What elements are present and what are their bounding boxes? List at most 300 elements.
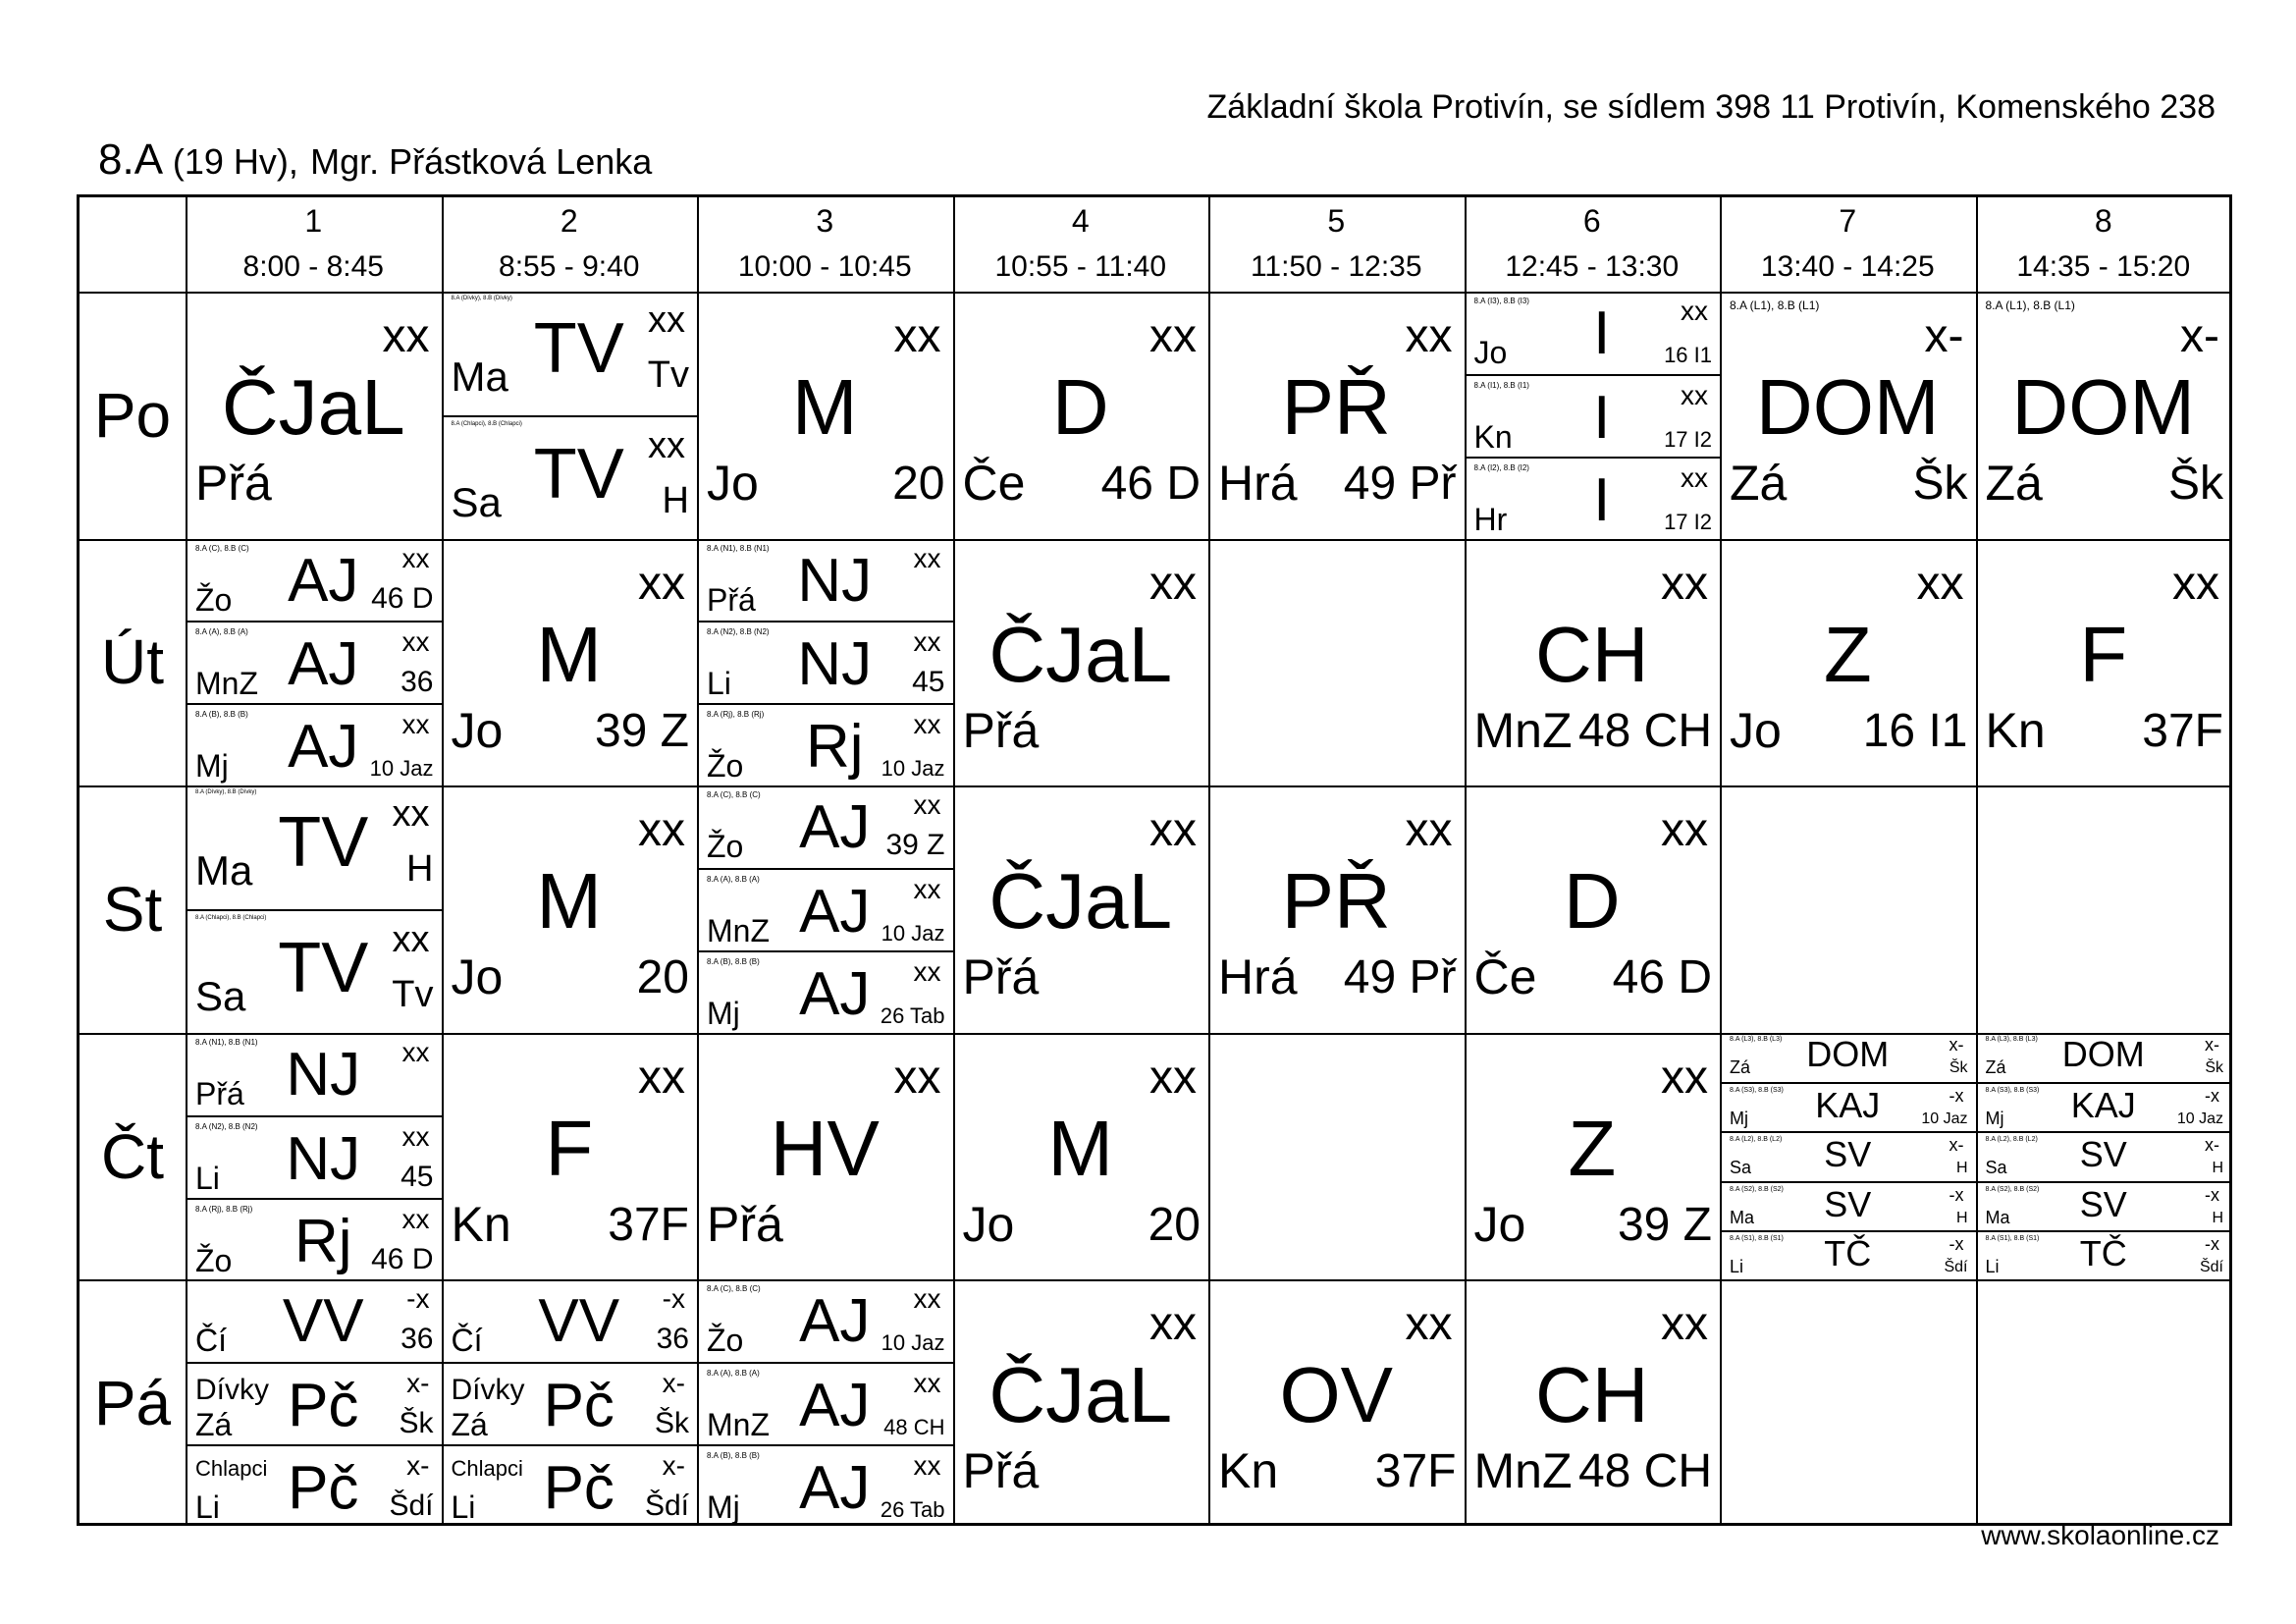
room-code: 45 — [912, 666, 945, 699]
teacher-code: Žo — [707, 748, 744, 785]
group-label: 8.A (L1), 8.B (L1) — [1730, 298, 1820, 312]
lesson-slot — [1976, 1033, 2232, 1082]
subject-name: D — [1051, 363, 1109, 451]
subject-name: DOM — [2011, 363, 2196, 451]
group-label: 8.A (A), 8.B (A) — [707, 875, 760, 885]
lesson-cell — [186, 1033, 442, 1280]
subject-name: NJ — [286, 1124, 361, 1193]
room-code: Šdí — [644, 1489, 689, 1523]
lesson-code: xx — [913, 709, 941, 740]
teacher-code: Přá — [707, 1196, 783, 1252]
subject-name: M — [1047, 1104, 1114, 1192]
subject-name: SV — [1824, 1134, 1872, 1175]
lesson-cell — [953, 1279, 1209, 1527]
teacher-code: Če — [962, 456, 1026, 511]
teacher-code: Mj — [1985, 1109, 2004, 1129]
subject-name: Z — [1823, 610, 1872, 698]
lesson-cell — [1720, 1033, 1976, 1280]
room-code: Šk — [399, 1407, 434, 1440]
lesson-cell — [953, 1033, 1209, 1280]
group-label: 8.A (S1), 8.B (S1) — [1730, 1235, 1784, 1243]
room-code: 46 D — [371, 581, 434, 615]
lesson-slot — [953, 1279, 1209, 1527]
teacher-code: Hr — [1473, 501, 1508, 537]
teacher-code: Čí — [451, 1323, 483, 1359]
period-number: 4 — [1071, 203, 1090, 239]
subject-name: Pč — [288, 1372, 359, 1440]
teacher-code: Ma — [195, 847, 253, 894]
room-code: 48 CH — [883, 1415, 945, 1440]
room-code: 16 I1 — [1862, 704, 1968, 757]
room-code: 45 — [400, 1160, 434, 1193]
teacher-code: Zá — [1730, 456, 1788, 511]
room-code: H — [2212, 1209, 2223, 1226]
lesson-slot — [1465, 539, 1721, 786]
lesson-code: xx — [2172, 557, 2219, 610]
lesson-code: xx — [1149, 557, 1197, 610]
lesson-slot — [1208, 1279, 1465, 1527]
room-code: H — [1955, 1209, 1968, 1226]
room-code: 39 Z — [594, 704, 689, 757]
room-code: 20 — [636, 951, 689, 1004]
group-label: Dívky — [451, 1374, 525, 1407]
lesson-code: xx — [638, 1051, 685, 1104]
lesson-code: x- — [662, 1450, 685, 1482]
teacher-code: Hrá — [1218, 949, 1298, 1005]
lesson-cell — [1208, 1279, 1465, 1527]
period-number: 3 — [816, 203, 834, 239]
lesson-cell — [1208, 1033, 1465, 1280]
lesson-cell — [697, 1279, 953, 1527]
lesson-slot — [186, 1198, 442, 1280]
teacher-code: Mj — [707, 995, 740, 1031]
room-code: Šk — [2167, 458, 2223, 510]
lesson-cell — [953, 539, 1209, 786]
lesson-slot — [697, 703, 953, 785]
group-label: 8.A (S2), 8.B (S2) — [1985, 1185, 2040, 1193]
lesson-code: x- — [2205, 1034, 2219, 1055]
lesson-slot — [442, 1444, 698, 1527]
teacher-code: Zá — [1730, 1056, 1751, 1077]
lesson-code: -x — [2205, 1234, 2219, 1255]
lesson-cell — [1976, 292, 2232, 539]
lesson-cell — [1465, 1279, 1721, 1527]
teacher-code: Mj — [707, 1489, 740, 1526]
room-code: 36 — [656, 1323, 689, 1356]
lesson-slot — [186, 909, 442, 1033]
lesson-slot — [186, 292, 442, 539]
group-label: 8.A (I1), 8.B (I1) — [1473, 380, 1529, 390]
subject-name: AJ — [799, 1372, 871, 1440]
group-label: 8.A (N1), 8.B (N1) — [195, 1037, 258, 1047]
teacher-code: Přá — [962, 1443, 1040, 1499]
room-code: 49 Př — [1343, 458, 1457, 510]
teacher-code: Ma — [1730, 1207, 1755, 1227]
subject-name: SV — [2079, 1134, 2127, 1175]
group-label: 8.A (B), 8.B (B) — [195, 710, 248, 720]
subject-name: Rj — [294, 1207, 352, 1275]
subject-name: F — [545, 1104, 594, 1192]
period-number: 7 — [1839, 203, 1857, 239]
group-label: 8.A (S3), 8.B (S3) — [1985, 1087, 2040, 1095]
lesson-cell — [1976, 539, 2232, 786]
teacher-code: Sa — [1985, 1158, 2007, 1178]
room-code: Šdí — [2199, 1259, 2223, 1276]
period-time: 12:45 - 13:30 — [1505, 250, 1680, 283]
lesson-slot — [1976, 1082, 2232, 1131]
lesson-slot — [186, 1362, 442, 1444]
teacher-code: Mj — [1730, 1109, 1748, 1129]
lesson-code: xx — [401, 1120, 430, 1152]
subject-name: AJ — [799, 1454, 871, 1523]
room-code: 37F — [608, 1198, 689, 1251]
period-time: 10:55 - 11:40 — [994, 250, 1167, 283]
lesson-slot — [442, 415, 698, 539]
teacher-code: Sa — [1730, 1158, 1752, 1178]
footer-link[interactable]: www.skolaonline.cz — [1981, 1520, 2219, 1550]
teacher-code: Zá — [1985, 456, 2043, 511]
lesson-code: x- — [2205, 1135, 2219, 1156]
subject-name: TV — [278, 803, 369, 883]
lesson-slot — [953, 1033, 1209, 1280]
lesson-code: xx — [913, 874, 941, 905]
group-label: 8.A (N2), 8.B (N2) — [195, 1121, 258, 1131]
subject-name: CH — [1534, 610, 1649, 698]
group-label: 8.A (Rj), 8.B (Rj) — [195, 1204, 253, 1214]
subject-name: Rj — [805, 713, 864, 782]
lesson-slot — [1720, 539, 1976, 786]
subject-name: TČ — [1824, 1233, 1872, 1274]
lesson-code: xx — [1405, 310, 1453, 362]
lesson-slot — [953, 539, 1209, 786]
period-number: 8 — [2094, 203, 2112, 239]
lesson-code: xx — [401, 1036, 430, 1067]
group-label: 8.A (A), 8.B (A) — [707, 1369, 760, 1379]
group-label: 8.A (B), 8.B (B) — [707, 956, 760, 966]
room-code: 26 Tab — [880, 1002, 945, 1028]
period-time: 8:00 - 8:45 — [242, 250, 384, 283]
day-label: St — [102, 873, 163, 945]
teacher-code: Čí — [195, 1323, 227, 1359]
lesson-code: -x — [662, 1283, 685, 1315]
group-label: 8.A (Dívky), 8.B (Dívky) — [195, 789, 257, 796]
room-code: 37F — [2142, 704, 2223, 757]
room-code: 10 Jaz — [369, 756, 434, 782]
lesson-code: xx — [648, 299, 685, 341]
period-time: 8:55 - 9:40 — [499, 250, 640, 283]
lesson-cell — [1465, 1033, 1721, 1280]
teacher-code: Li — [195, 1489, 220, 1526]
period-number: 2 — [560, 203, 578, 239]
teacher-code: Zá — [1985, 1056, 2006, 1077]
group-label: 8.A (N2), 8.B (N2) — [707, 627, 770, 637]
subject-name: KAJ — [2070, 1085, 2136, 1126]
teacher-code: Li — [195, 1160, 220, 1196]
class-hours: (19 Hv), — [172, 141, 298, 182]
room-code: 17 I2 — [1664, 426, 1712, 452]
subject-name: CH — [1534, 1351, 1649, 1439]
teacher-code: Kn — [451, 1196, 511, 1252]
lesson-slot — [442, 1033, 698, 1280]
lesson-slot — [1720, 1082, 1976, 1131]
lesson-code: xx — [1149, 1298, 1197, 1351]
lesson-cell — [1208, 785, 1465, 1033]
lesson-code: xx — [1681, 461, 1708, 493]
teacher-code: Sa — [195, 972, 246, 1019]
lesson-slot — [186, 1033, 442, 1115]
room-code: 10 Jaz — [1921, 1110, 1968, 1128]
room-code: 37F — [1374, 1445, 1457, 1498]
room-code: Šk — [1949, 1058, 1968, 1076]
teacher-code: Jo — [451, 949, 504, 1005]
teacher-code: Přá — [707, 581, 756, 618]
lesson-code: xx — [913, 955, 941, 987]
lesson-slot — [1720, 1131, 1976, 1180]
room-code: 10 Jaz — [2176, 1110, 2223, 1128]
lesson-cell — [1976, 1279, 2232, 1527]
lesson-slot — [442, 1362, 698, 1444]
subject-name: TČ — [2079, 1233, 2127, 1274]
lesson-slot — [186, 621, 442, 703]
lesson-cell — [1208, 539, 1465, 786]
subject-name: NJ — [797, 630, 873, 699]
class-teacher: Mgr. Přástková Lenka — [310, 141, 653, 182]
group-label: 8.A (I3), 8.B (I3) — [1473, 297, 1529, 305]
lesson-cell — [1976, 1033, 2232, 1280]
subject-name: TV — [278, 928, 369, 1007]
room-code: 48 CH — [1577, 1445, 1712, 1498]
lesson-code: xx — [893, 1051, 941, 1104]
lesson-code: xx — [1681, 296, 1708, 326]
lesson-code: x- — [406, 1368, 430, 1399]
teacher-code: Sa — [451, 478, 502, 525]
room-code: 39 Z — [1617, 1198, 1712, 1251]
subject-name: AJ — [799, 959, 871, 1028]
timetable-grid — [77, 194, 2232, 1526]
lesson-cell — [697, 539, 953, 786]
lesson-cell — [1720, 539, 1976, 786]
lesson-code: xx — [1661, 557, 1708, 610]
lesson-code: -x — [2205, 1086, 2219, 1107]
subject-name: AJ — [288, 630, 359, 699]
teacher-code: MnZ — [1473, 702, 1573, 758]
group-label: 8.A (S1), 8.B (S1) — [1985, 1235, 2040, 1243]
lesson-cell — [1720, 785, 1976, 1033]
room-code: H — [1955, 1160, 1968, 1177]
teacher-code: Li — [707, 666, 731, 702]
lesson-code: xx — [1661, 1051, 1708, 1104]
subject-name: KAJ — [1815, 1085, 1881, 1126]
timetable-title — [98, 135, 652, 185]
lesson-cell — [1208, 292, 1465, 539]
lesson-slot — [697, 292, 953, 539]
teacher-code: MnZ — [195, 666, 258, 702]
subject-name: AJ — [799, 878, 871, 947]
group-label: 8.A (L2), 8.B (L2) — [1985, 1136, 2038, 1144]
subject-name: Z — [1568, 1104, 1617, 1192]
lesson-slot — [697, 1362, 953, 1444]
lesson-code: x- — [2180, 310, 2219, 362]
group-label: 8.A (C), 8.B (C) — [195, 543, 249, 553]
lesson-code: xx — [913, 626, 941, 658]
subject-name: HV — [770, 1104, 880, 1192]
group-label: 8.A (Chlapci), 8.B (Chlapci) — [451, 420, 522, 427]
lesson-slot — [697, 785, 953, 868]
lesson-cell — [442, 539, 698, 786]
day-label: Čt — [101, 1120, 164, 1192]
period-time: 10:00 - 10:45 — [737, 250, 912, 283]
subject-name: PŘ — [1281, 363, 1391, 451]
lesson-slot — [1465, 1033, 1721, 1280]
subject-name: NJ — [797, 546, 873, 615]
lesson-cell — [697, 1033, 953, 1280]
lesson-code: xx — [401, 542, 430, 573]
school-name: Základní škola Protivín, se sídlem 398 11 Protivín, Komenského 238 — [1206, 88, 2216, 126]
subject-name: F — [2079, 610, 2128, 698]
room-code: 20 — [1148, 1198, 1201, 1251]
lesson-code: xx — [1661, 804, 1708, 857]
room-code: 48 CH — [1577, 704, 1712, 757]
lesson-slot — [1465, 292, 1721, 374]
lesson-code: xx — [1405, 804, 1453, 857]
teacher-code: Jo — [451, 702, 504, 758]
lesson-code: xx — [392, 918, 430, 960]
lesson-code: xx — [638, 804, 685, 857]
teacher-code: Jo — [962, 1196, 1015, 1252]
subject-name: VV — [282, 1287, 364, 1356]
lesson-code: -x — [2205, 1184, 2219, 1205]
lesson-cell — [186, 1279, 442, 1527]
room-code: H — [662, 479, 689, 521]
lesson-code: xx — [1916, 557, 1964, 610]
group-label: 8.A (L2), 8.B (L2) — [1730, 1136, 1783, 1144]
subject-name: TV — [533, 309, 624, 388]
lesson-cell — [1976, 785, 2232, 1033]
lesson-slot — [1465, 785, 1721, 1033]
group-label: 8.A (Dívky), 8.B (Dívky) — [451, 296, 512, 301]
subject-name: M — [536, 610, 603, 698]
room-code: 36 — [400, 666, 434, 699]
group-label: 8.A (L3), 8.B (L3) — [1730, 1035, 1783, 1043]
subject-name: VV — [538, 1287, 620, 1356]
subject-name: I — [1593, 465, 1611, 534]
teacher-code: Kn — [1985, 702, 2046, 758]
lesson-slot — [697, 1444, 953, 1527]
lesson-slot — [1976, 1131, 2232, 1180]
lesson-slot — [442, 1279, 698, 1362]
subject-name: AJ — [799, 1287, 871, 1356]
group-label: 8.A (C), 8.B (C) — [707, 790, 761, 800]
lesson-code: x- — [1949, 1135, 1964, 1156]
lesson-code: xx — [401, 1203, 430, 1234]
lesson-slot — [442, 292, 698, 415]
group-label: 8.A (A), 8.B (A) — [195, 627, 248, 637]
lesson-code: xx — [382, 310, 430, 362]
lesson-slot — [1720, 1181, 1976, 1230]
lesson-code: xx — [1149, 804, 1197, 857]
lesson-slot — [697, 539, 953, 622]
lesson-code: xx — [638, 557, 685, 610]
lesson-cell — [697, 785, 953, 1033]
lesson-slot — [1720, 1033, 1976, 1082]
teacher-code: Zá — [451, 1407, 488, 1443]
room-code: Šk — [1912, 458, 1968, 510]
group-label: Chlapci — [451, 1456, 523, 1482]
teacher-code: Přá — [195, 456, 272, 511]
lesson-code: xx — [1149, 310, 1197, 362]
subject-name: TV — [533, 434, 624, 514]
group-label: 8.A (L3), 8.B (L3) — [1985, 1035, 2038, 1043]
subject-name: ČJaL — [221, 363, 405, 451]
lesson-slot — [442, 785, 698, 1033]
teacher-code: Žo — [195, 581, 233, 618]
room-code: Šdí — [389, 1489, 434, 1523]
group-label: 8.A (S3), 8.B (S3) — [1730, 1087, 1784, 1095]
subject-name: I — [1593, 299, 1611, 367]
room-code: 20 — [892, 458, 945, 510]
lesson-code: xx — [913, 542, 941, 573]
subject-name: SV — [2079, 1183, 2127, 1224]
room-code: 10 Jaz — [881, 921, 945, 947]
lesson-code: xx — [893, 310, 941, 362]
teacher-code: Če — [1473, 949, 1537, 1005]
room-code: 17 I2 — [1664, 509, 1712, 534]
period-number: 1 — [304, 203, 323, 239]
teacher-code: Li — [451, 1489, 476, 1526]
room-code: Tv — [392, 973, 434, 1015]
lesson-slot — [186, 1279, 442, 1362]
teacher-code: Kn — [1473, 418, 1513, 455]
subject-name: ČJaL — [988, 610, 1173, 698]
lesson-code: xx — [913, 1450, 941, 1482]
teacher-code: Li — [1730, 1257, 1744, 1277]
room-code: Šk — [2205, 1058, 2223, 1076]
teacher-code: MnZ — [1473, 1443, 1573, 1499]
lesson-cell — [697, 292, 953, 539]
teacher-code: Jo — [1473, 1196, 1526, 1252]
teacher-code: Přá — [962, 702, 1040, 758]
lesson-code: xx — [913, 1283, 941, 1315]
subject-name: Pč — [543, 1454, 614, 1523]
subject-name: OV — [1279, 1351, 1394, 1439]
lesson-slot — [1465, 374, 1721, 457]
lesson-code: xx — [913, 789, 941, 821]
room-code: Tv — [647, 354, 689, 396]
group-label: 8.A (B), 8.B (B) — [707, 1451, 760, 1461]
teacher-code: Jo — [1730, 702, 1782, 758]
lesson-slot — [1208, 785, 1465, 1033]
subject-name: M — [536, 857, 603, 946]
group-label: Chlapci — [195, 1456, 268, 1482]
lesson-cell — [1465, 785, 1721, 1033]
class-name: 8.A — [98, 135, 161, 184]
lesson-slot — [186, 1115, 442, 1198]
room-code: H — [2212, 1160, 2223, 1177]
subject-name: Pč — [288, 1454, 359, 1523]
teacher-code: Ma — [1985, 1207, 2010, 1227]
lesson-code: xx — [1149, 1051, 1197, 1104]
period-number: 6 — [1582, 203, 1601, 239]
subject-name: I — [1593, 383, 1611, 452]
group-label: 8.A (Rj), 8.B (Rj) — [707, 710, 765, 720]
lesson-slot — [697, 1033, 953, 1280]
lesson-code: -x — [1949, 1086, 1964, 1107]
lesson-cell — [953, 292, 1209, 539]
period-time: 13:40 - 14:25 — [1760, 250, 1935, 283]
lesson-slot — [1976, 1181, 2232, 1230]
subject-name: DOM — [2061, 1033, 2145, 1074]
room-code: 46 D — [1612, 951, 1712, 1004]
